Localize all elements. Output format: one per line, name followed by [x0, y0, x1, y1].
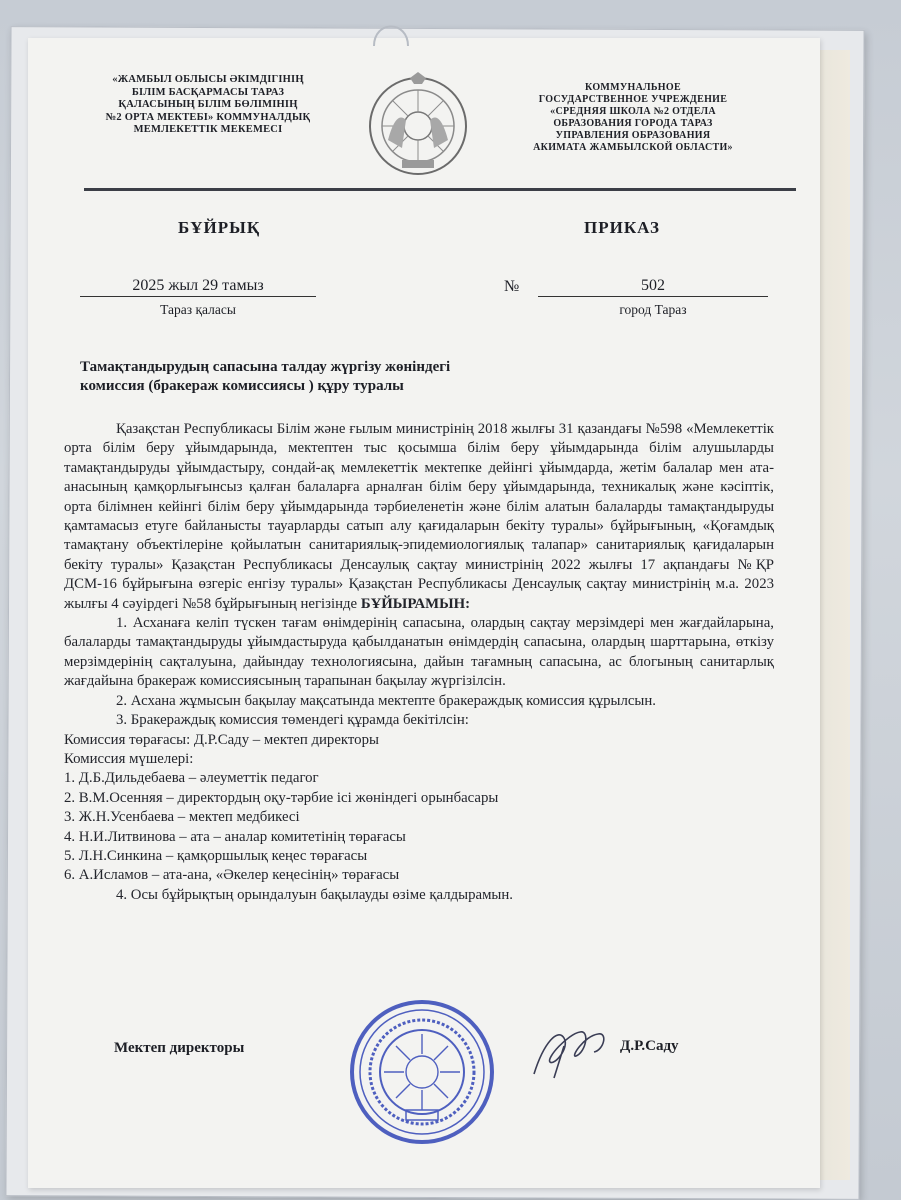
order-item-4: 4. Осы бұйрықтың орындалуын бақылауды өзіме қалдырамын. [116, 886, 513, 903]
order-body [64, 420, 774, 905]
city-ru: город Тараз [619, 302, 687, 317]
order-item-1 [64, 614, 774, 692]
preamble-line: министрінің м.а. 2023 жылғы 4 сәуірдегі №58 бұйрығының негізінде [64, 576, 775, 612]
header-divider [84, 188, 796, 191]
order-title-ru: ПРИКАЗ [584, 218, 660, 237]
header-right-ru [498, 82, 768, 154]
header-right-line: ОБРАЗОВАНИЯ ГОРОДА ТАРАЗ [553, 118, 713, 129]
preamble-line: мемлекеттік мектепке дейінгі ұйымдарда, жетім балалар мен ата-анасының [64, 459, 774, 496]
members-label: Комиссия мүшелері: [64, 750, 194, 767]
state-emblem-icon [366, 70, 470, 180]
subject-line: комиссия (бракераж комиссиясы ) құру туралы [80, 378, 404, 394]
header-left-line: МЕМЛЕКЕТТІК МЕКЕМЕСІ [133, 124, 283, 135]
header-left-line: ҚАЛАСЫНЫҢ БІЛІМ БӨЛІМІНІҢ [118, 99, 298, 110]
order-subject [80, 358, 450, 396]
member-item: 4. Н.И.Литвинова – ата – аналар комитетінің төрағасы [64, 828, 406, 845]
header-right-line: АКИМАТА ЖАМБЫЛСКОЙ ОБЛАСТИ» [533, 142, 733, 153]
member-item: 5. Л.Н.Синкина – қамқоршылық кеңес төрағасы [64, 847, 368, 864]
preamble-line: 31 қазандағы №598 «Мемлекеттік орта білім беру ұйымдарында, мектептен тыс қосымша [64, 421, 774, 457]
number-sign: № [504, 278, 520, 295]
preamble-line: Қазақстан Республикасы Білім және ғылым министрінің 2018 жылғы [116, 421, 555, 437]
header-left-line: БІЛІМ БАСҚАРМАСЫ ТАРАЗ [131, 86, 285, 98]
order-word: БҰЙЫРАМЫН: [360, 595, 471, 612]
header-right-line: УПРАВЛЕНИЯ ОБРАЗОВАНИЯ [555, 130, 711, 141]
paper-edge [820, 50, 850, 1180]
item1-line: сапасына, олардың шарттарына, өткізу мерзімдерінің сақталуына, дайындау [64, 634, 774, 670]
official-seal-icon [348, 998, 496, 1146]
hanging-hook-icon [368, 6, 414, 50]
order-document [28, 38, 820, 1188]
preamble-line: білім беру ұйымдарында білім алушыларды тамақтандыруды ұйымдастыру, сондай-ақ [64, 440, 774, 476]
preamble-line: қамқорлығынсыз қалған балаларға арналған білім беру ұйымдарында, техникалық және [133, 479, 714, 496]
signature-name: Д.Р.Саду [620, 1038, 679, 1054]
preamble-line: балаларды тамақтандыруды қамтамасыз етуге байланысты тауарларды сатып алу [64, 498, 775, 535]
header-right-line: «СРЕДНЯЯ ШКОЛА №2 ОТДЕЛА [550, 106, 716, 117]
order-date: 2025 жыл 29 тамыз [80, 276, 316, 297]
subject-line: Тамақтандырудың сапасына талдау жүргізу жөніндегі [80, 359, 451, 375]
order-item-2: 2. Асхана жұмысын бақылау мақсатында мектепте бракераждық комиссия құрылсын. [116, 692, 656, 709]
item1-line: комиссиясының тарапынан бақылау жүргізілсін. [199, 673, 506, 690]
member-item: 1. Д.Б.Дильдебаева – әлеуметтік педагог [64, 770, 319, 787]
item1-line: жағдайларына, балаларды тамақтандыруды ұйымдастыруда қабылданатын өнімдердің [64, 615, 774, 651]
signature-title: Мектеп директоры [114, 1040, 245, 1056]
preamble-line: ДСМ-16 бұйрығына өзгеріс енгізу туралы» Қазақстан Республикасы Денсаулық сақтау [64, 576, 627, 593]
order-number: 502 [538, 276, 768, 297]
preamble-line: қағидаларын бекіту туралы» бұйрығының, «Қоғамдық тамақтану объектілеріне қойылатын [64, 518, 774, 554]
preamble [64, 420, 774, 614]
preamble-line: кәсіптік, орта білімнен кейінгі білім беру ұйымдарында тәрбиеленетін және білім алатын [64, 479, 775, 515]
header-left-line: «ЖАМБЫЛ ОБЛЫСЫ ӘКІМДІГІНІҢ [112, 74, 304, 85]
header-left-kz [88, 74, 328, 137]
header-right-line: КОММУНАЛЬНОЕ [585, 82, 681, 93]
order-title-kz: БҰЙРЫҚ [178, 218, 261, 237]
director-signature-icon [524, 1022, 620, 1082]
preamble-line: Қазақстан Республикасы Денсаулық сақтау министрінің 2022 жылғы 17 ақпандағы №ҚР [171, 556, 775, 573]
item1-line: 1. Асханаға келіп түскен тағам өнімдерінің сапасына, олардың сақтау мерзімдері мен [116, 615, 674, 632]
member-item: 6. А.Исламов – ата-ана, «Әкелер кеңесінің» төрағасы [64, 867, 400, 884]
commission-chair: Комиссия төрағасы: Д.Р.Саду – мектеп директоры [64, 731, 379, 748]
header-left-line: №2 ОРТА МЕКТЕБІ» КОММУНАЛДЫҚ [105, 111, 311, 123]
order-item-3: 3. Бракераждық комиссия төмендегі құрамда бекітілсін: [116, 712, 469, 729]
item1-line: технологиясына, дайын тағамның сапасына, ас блогының санитарлық жағдайына бракераж [64, 653, 774, 690]
preamble-line: санитариялық-эпидемиологиялық талапар» санитариялық қағидаларын бекіту туралы» [64, 537, 775, 573]
member-item: 3. Ж.Н.Усенбаева – мектеп медбикесі [64, 809, 300, 826]
header-right-line: ГОСУДАРСТВЕННОЕ УЧРЕЖДЕНИЕ [538, 94, 728, 105]
member-item: 2. В.М.Осенняя – директордың оқу-тәрбие ісі жөніндегі орынбасары [64, 789, 499, 806]
city-kz: Тараз қаласы [160, 302, 236, 317]
